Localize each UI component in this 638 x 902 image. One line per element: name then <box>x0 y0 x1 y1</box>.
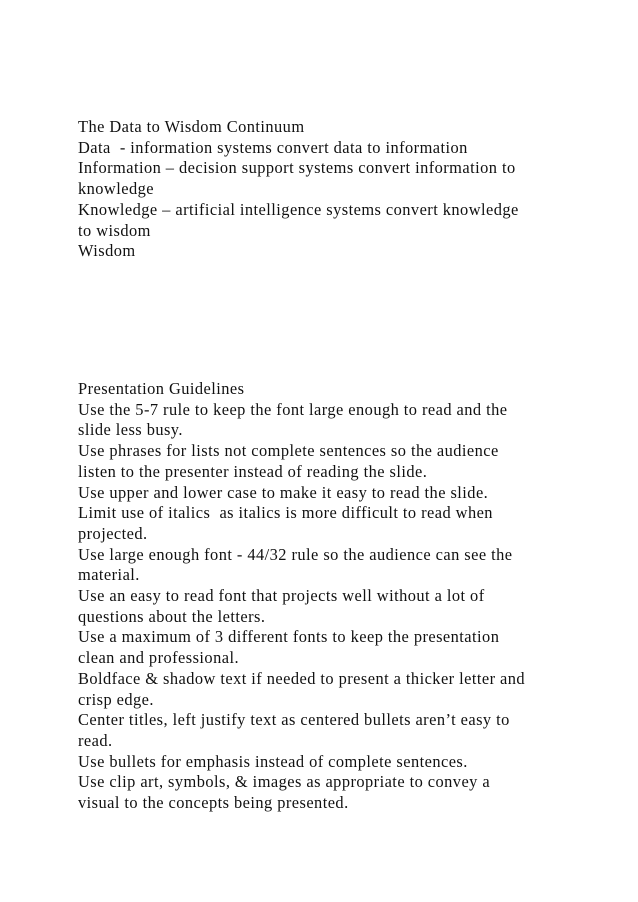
text-line: Use phrases for lists not complete sentences so the audience <box>78 441 499 461</box>
text-line: Knowledge – artificial intelligence systems convert knowledge <box>78 199 519 219</box>
data-wisdom-continuum-section <box>78 117 578 262</box>
text-line: knowledge <box>78 179 154 199</box>
text-line: Data - information systems convert data to information <box>78 137 468 157</box>
text-line: Use bullets for emphasis instead of complete sentences. <box>78 751 468 771</box>
text-line: Center titles, left justify text as centered bullets aren’t easy to <box>78 710 510 730</box>
text-line: Wisdom <box>78 241 136 261</box>
text-line: slide less busy. <box>78 420 183 440</box>
text-line: questions about the letters. <box>78 606 266 626</box>
text-line: read. <box>78 730 113 750</box>
text-line: Boldface & shadow text if needed to present a thicker letter and <box>78 668 526 688</box>
presentation-guidelines-section <box>78 379 578 814</box>
text-line: projected. <box>78 523 148 543</box>
text-line: material. <box>78 565 140 585</box>
text-line: Limit use of italics as italics is more difficult to read when <box>78 503 493 523</box>
text-line: visual to the concepts being presented. <box>78 793 349 813</box>
text-line: Use clip art, symbols, & images as appropriate to convey a <box>78 772 491 792</box>
text-line: Use upper and lower case to make it easy to read the slide. <box>78 482 489 502</box>
text-line: Information – decision support systems convert information to <box>78 158 516 178</box>
section-title: Presentation Guidelines <box>78 379 245 398</box>
text-line: to wisdom <box>78 220 151 240</box>
section-title: The Data to Wisdom Continuum <box>78 117 305 136</box>
text-line: crisp edge. <box>78 689 154 709</box>
text-line: listen to the presenter instead of reading the slide. <box>78 461 428 481</box>
text-line: Use the 5-7 rule to keep the font large enough to read and the <box>78 399 508 419</box>
text-line: Use a maximum of 3 different fonts to keep the presentation <box>78 627 500 647</box>
text-line: Use large enough font - 44/32 rule so the audience can see the <box>78 544 513 564</box>
text-line: Use an easy to read font that projects well without a lot of <box>78 586 485 606</box>
text-line: clean and professional. <box>78 648 239 668</box>
